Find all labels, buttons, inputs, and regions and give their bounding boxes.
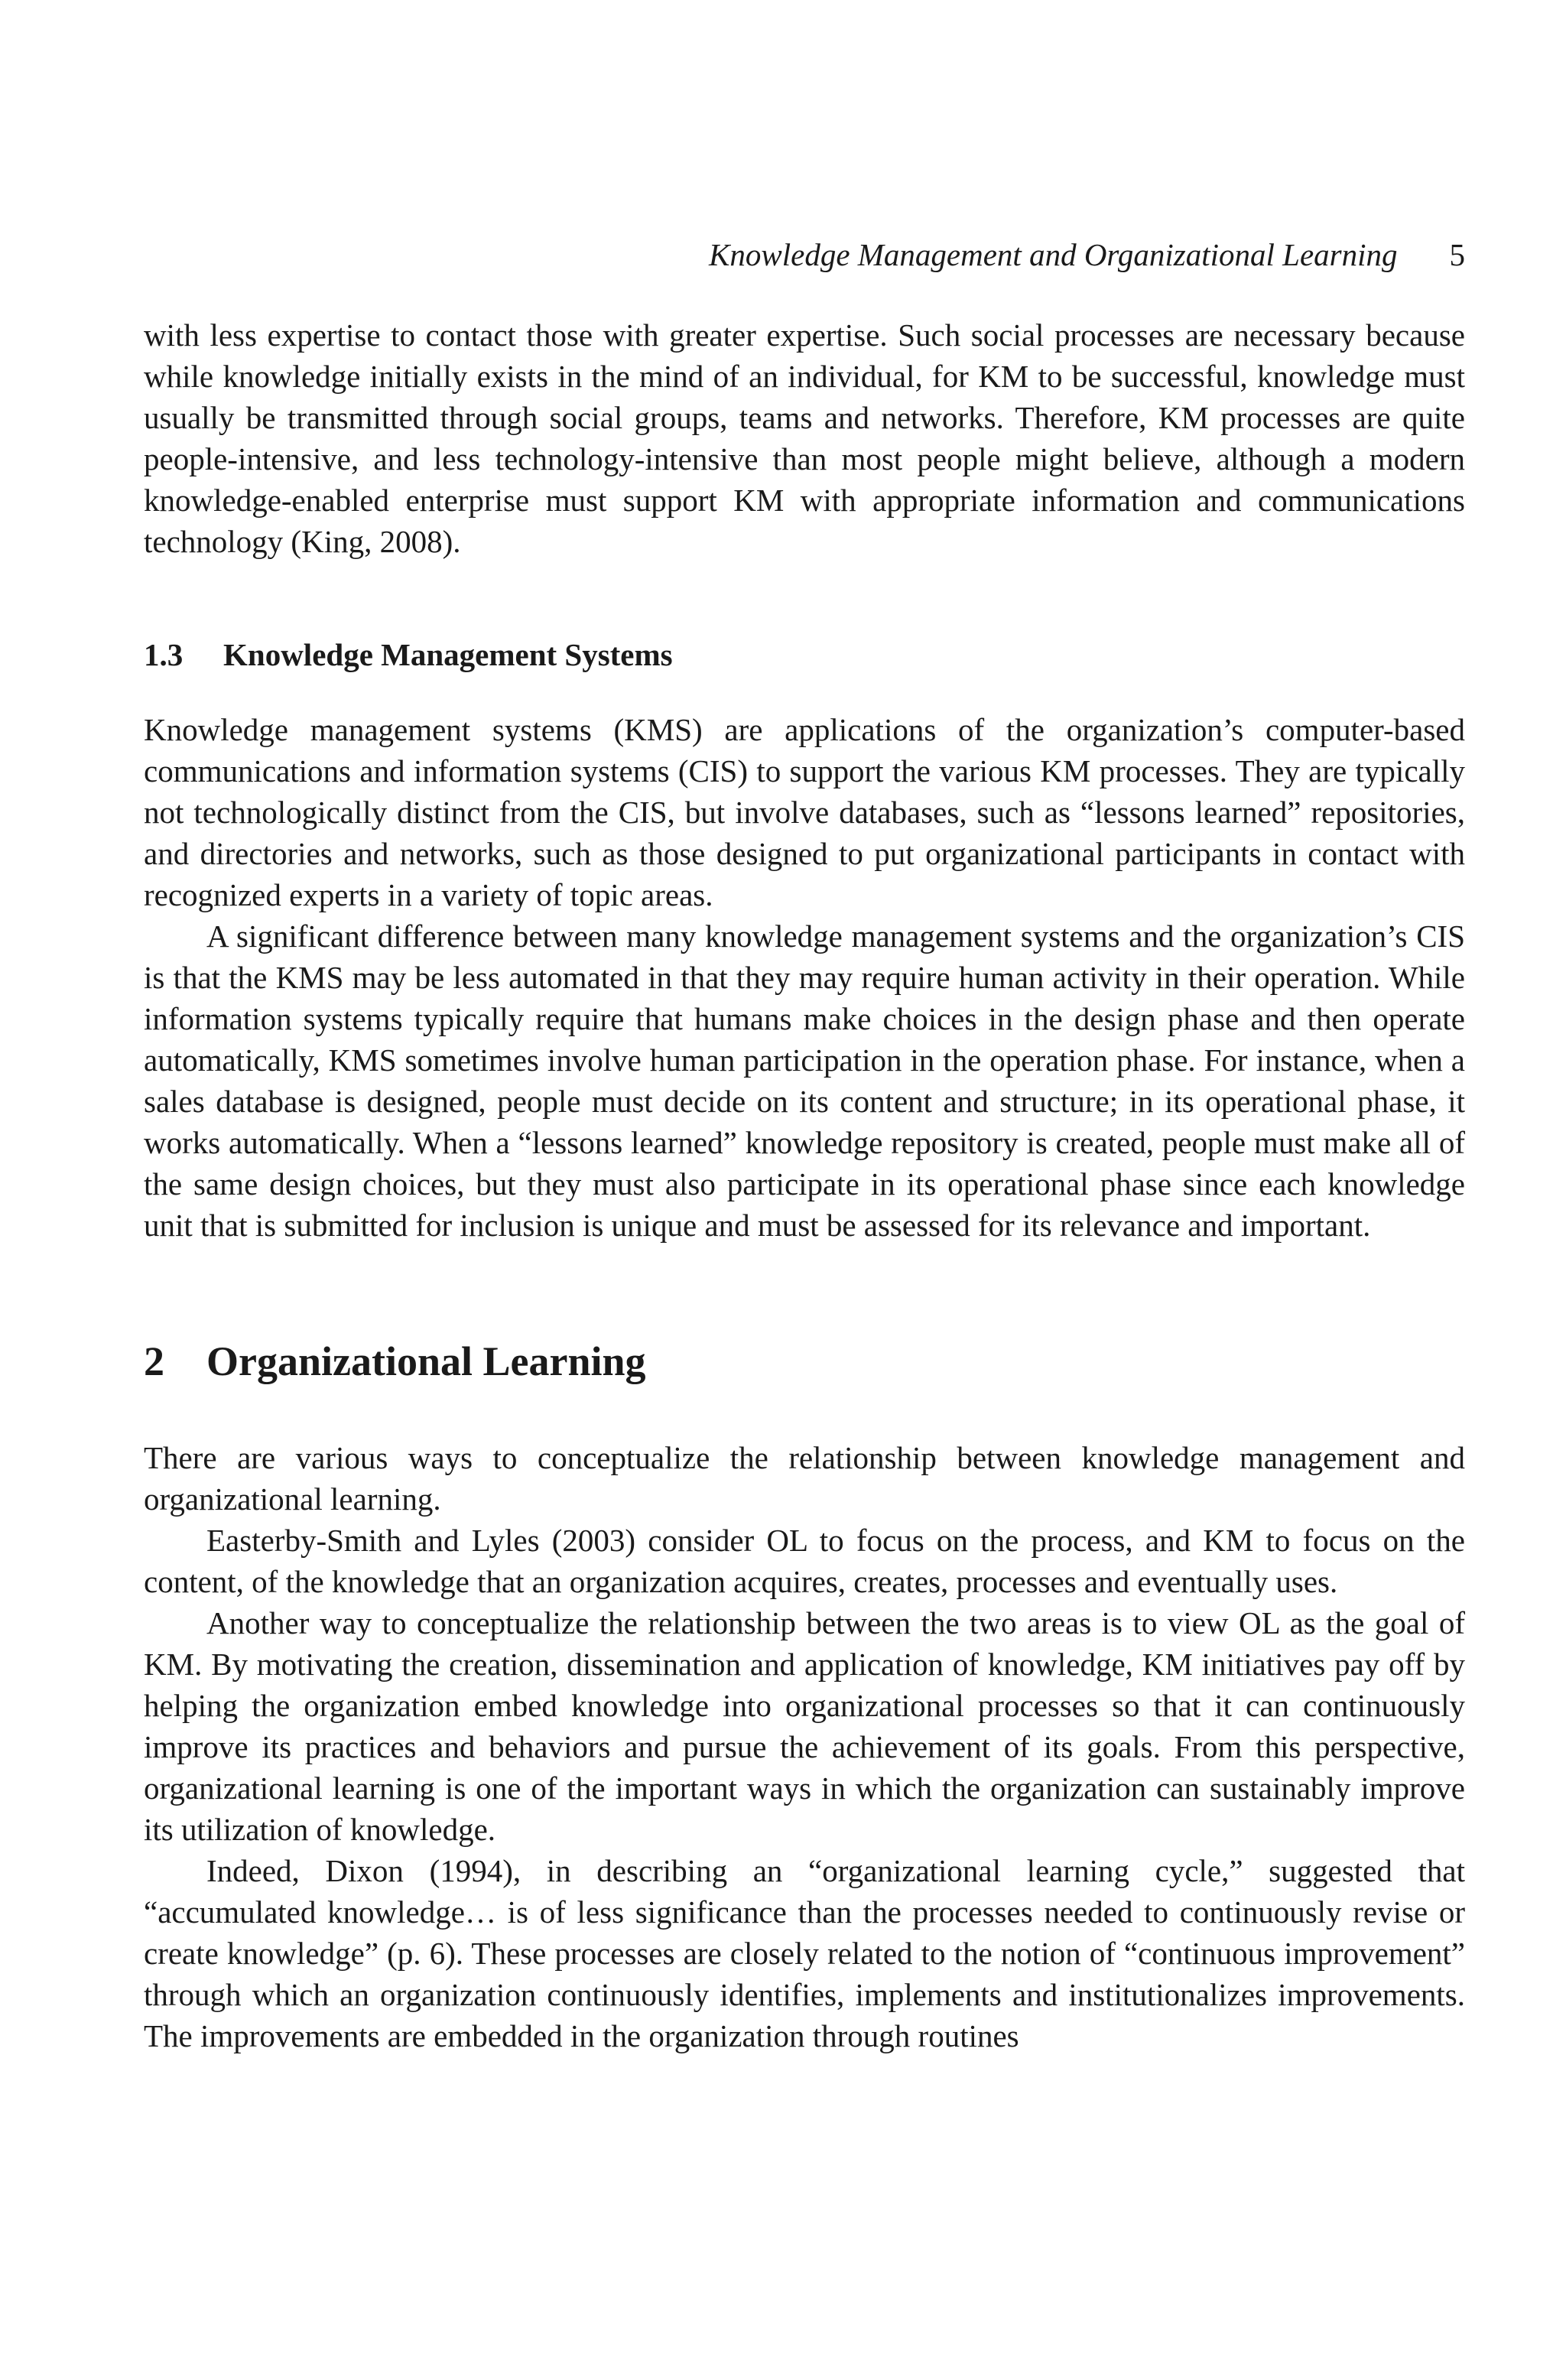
page-number: 5 [1449, 237, 1465, 272]
paragraph: Indeed, Dixon (1994), in describing an “organizational learning cycle,” suggested that “accumulated knowledge… is of less significance than the processes needed to continuously revise or create knowledge” (p. 6). These processes are closely related to the notion of “continuous improvement” through which an organization continuously identifies, implements and institutionalizes improvements. The improvements are embedded in the organization through routines [144, 1853, 1465, 2053]
paragraph: Easterby-Smith and Lyles (2003) consider OL to focus on the process, and KM to focus on the content, of the knowledge that an organization acquires, creates, processes and eventually uses. [144, 1523, 1465, 1599]
paragraph: Knowledge management systems (KMS) are applications of the organization’s computer-based communications and information systems (CIS) to support the various KM processes. They are typically not technologically distinct from the CIS, but involve databases, such as “lessons learned” repositories, and directories and networks, such as those designed to put organizational participants in contact with recognized experts in a variety of topic areas. [144, 712, 1465, 912]
subsection-heading [144, 634, 1465, 675]
paragraph: with less expertise to contact those with greater expertise. Such social processes are necessary because while knowledge initially exists in the mind of an individual, for KM to be successful, knowledge must usually be transmitted through social groups, teams and networks. Therefore, KM processes are quite people-intensive, and less technology-intensive than most people might believe, although a modern knowledge-enabled enterprise must support KM with appropriate information and communications technology (King, 2008). [144, 317, 1465, 559]
section-title: Organizational Learning [206, 1338, 646, 1384]
paragraph: There are various ways to conceptualize the relationship between knowledge management and organizational learning. [144, 1440, 1465, 1517]
running-head-title: Knowledge Management and Organizational Learning [709, 237, 1398, 272]
section-number: 2 [144, 1338, 164, 1384]
subsection-number: 1.3 [144, 637, 184, 672]
running-head [144, 232, 1465, 278]
body-text [144, 314, 1465, 2056]
section-heading [144, 1335, 1465, 1388]
subsection-title: Knowledge Management Systems [223, 637, 673, 672]
paragraph: Another way to conceptualize the relationship between the two areas is to view OL as the goal of KM. By motivating the creation, dissemination and application of knowledge, KM initiatives pay off by helping the organization embed knowledge into organizational processes so that it can continuously improve its practices and behaviors and pursue the achievement of its goals. From this perspective, organizational learning is one of the important ways in which the organization can sustainably improve its utilization of knowledge. [144, 1605, 1465, 1847]
paragraph: A significant difference between many knowledge management systems and the organization’s CIS is that the KMS may be less automated in that they may require human activity in their operation. While information systems typically require that humans make choices in the design phase and then operate automatically, KMS sometimes involve human participation in the operation phase. For instance, when a sales database is designed, people must decide on its content and structure; in its operational phase, it works automatically. When a “lessons learned” knowledge repository is created, people must make all of the same design choices, but they must also participate in its operational phase since each knowledge unit that is submitted for inclusion is unique and must be assessed for its relevance and important. [144, 919, 1465, 1243]
